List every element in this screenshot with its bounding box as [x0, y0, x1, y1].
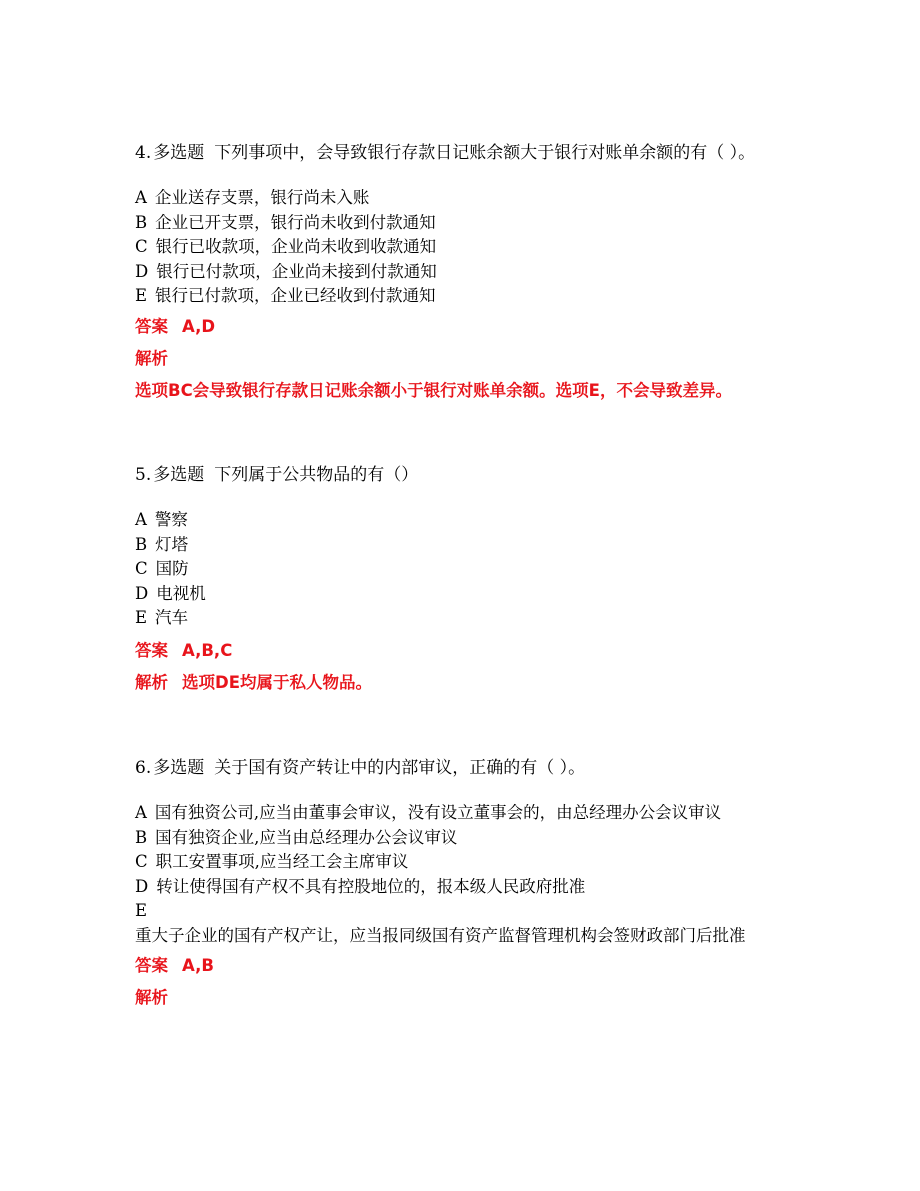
question-title	[135, 755, 795, 781]
option-letter: E	[135, 608, 148, 627]
analysis-label: 解析	[135, 672, 168, 692]
question-6	[135, 755, 795, 1010]
option-letter: A	[135, 803, 147, 822]
analysis-label: 解析	[135, 988, 168, 1007]
option-b	[135, 826, 795, 851]
option-text: 国有独资公司,应当由董事会审议，没有设立董事会的，由总经理办公会议审议	[154, 803, 722, 822]
option-text: 灯塔	[155, 534, 189, 554]
option-text: 银行已收款项，企业尚未收到收款通知	[155, 237, 437, 256]
option-text: 警察	[154, 510, 188, 529]
option-letter: E	[135, 901, 148, 920]
option-letter: E	[135, 286, 148, 305]
option-a	[135, 186, 795, 211]
answer-label: 答案	[135, 640, 168, 660]
option-e	[135, 606, 795, 631]
option-list	[135, 801, 795, 948]
option-letter: A	[135, 188, 147, 207]
answer-value: A,B	[182, 956, 214, 975]
option-letter: C	[135, 237, 148, 256]
option-letter: D	[135, 876, 149, 896]
question-text: 关于国有资产转让中的内部审议，正确的有（ ）。	[214, 758, 586, 778]
option-text: 国防	[155, 559, 189, 578]
option-letter: B	[135, 827, 148, 847]
question-title	[135, 462, 795, 488]
option-d	[135, 875, 795, 900]
option-a	[135, 801, 795, 826]
answer-label: 答案	[135, 956, 168, 975]
question-title	[135, 140, 795, 166]
analysis-heading	[135, 347, 795, 371]
option-text: 国有独资企业,应当由总经理办公会议审议	[155, 827, 458, 847]
analysis-line	[135, 671, 795, 695]
answer-line	[135, 954, 795, 978]
option-list	[135, 186, 795, 309]
question-text: 下列事项中，会导致银行存款日记账余额大于银行对账单余额的有（ ）。	[214, 143, 756, 163]
option-d	[135, 260, 795, 285]
option-text: 汽车	[155, 608, 189, 627]
option-d	[135, 582, 795, 607]
option-letter: B	[135, 212, 148, 232]
answer-line	[135, 639, 795, 663]
question-type: 多选题	[153, 143, 205, 163]
option-text: 电视机	[156, 583, 206, 603]
question-4	[135, 140, 795, 403]
option-letter: C	[135, 559, 148, 578]
answer-line	[135, 315, 795, 339]
analysis-text: 选项DE均属于私人物品。	[182, 672, 372, 692]
question-5	[135, 462, 795, 695]
option-c	[135, 850, 795, 875]
option-b	[135, 211, 795, 236]
option-c	[135, 557, 795, 582]
option-letter: D	[135, 261, 149, 281]
option-text: 银行已付款项，企业已经收到付款通知	[155, 286, 436, 305]
question-text: 下列属于公共物品的有（）	[214, 465, 419, 485]
option-text: 重大子企业的国有产权产让，应当报同级国有资产监督管理机构会签财政部门后批准	[135, 925, 746, 945]
analysis-label: 解析	[135, 348, 168, 368]
option-a	[135, 508, 795, 533]
option-letter: D	[135, 583, 149, 603]
question-number: 5.	[135, 465, 152, 485]
option-e	[135, 284, 795, 309]
option-list	[135, 508, 795, 631]
question-type: 多选题	[153, 758, 205, 778]
option-letter: B	[135, 534, 148, 554]
option-text: 企业送存支票，银行尚未入账	[154, 188, 370, 207]
option-c	[135, 235, 795, 260]
option-text: 企业已开支票，银行尚未收到付款通知	[155, 212, 436, 232]
answer-value: A,B,C	[182, 640, 233, 660]
option-e	[135, 899, 795, 948]
answer-label: 答案	[135, 316, 168, 336]
option-b	[135, 533, 795, 558]
option-letter: C	[135, 852, 148, 871]
option-letter: A	[135, 510, 147, 529]
question-number: 6.	[135, 758, 152, 778]
option-text: 银行已付款项，企业尚未接到付款通知	[156, 261, 437, 281]
question-number: 4.	[135, 143, 152, 163]
question-type: 多选题	[153, 465, 205, 485]
analysis-text: 选项BC会导致银行存款日记账余额小于银行对账单余额。选项E，不会导致差异。	[135, 380, 732, 400]
option-text: 转让使得国有产权不具有控股地位的，报本级人民政府批准	[156, 876, 586, 896]
option-text: 职工安置事项,应当经工会主席审议	[155, 852, 409, 871]
analysis-heading	[135, 986, 795, 1010]
answer-value: A,D	[182, 316, 216, 336]
